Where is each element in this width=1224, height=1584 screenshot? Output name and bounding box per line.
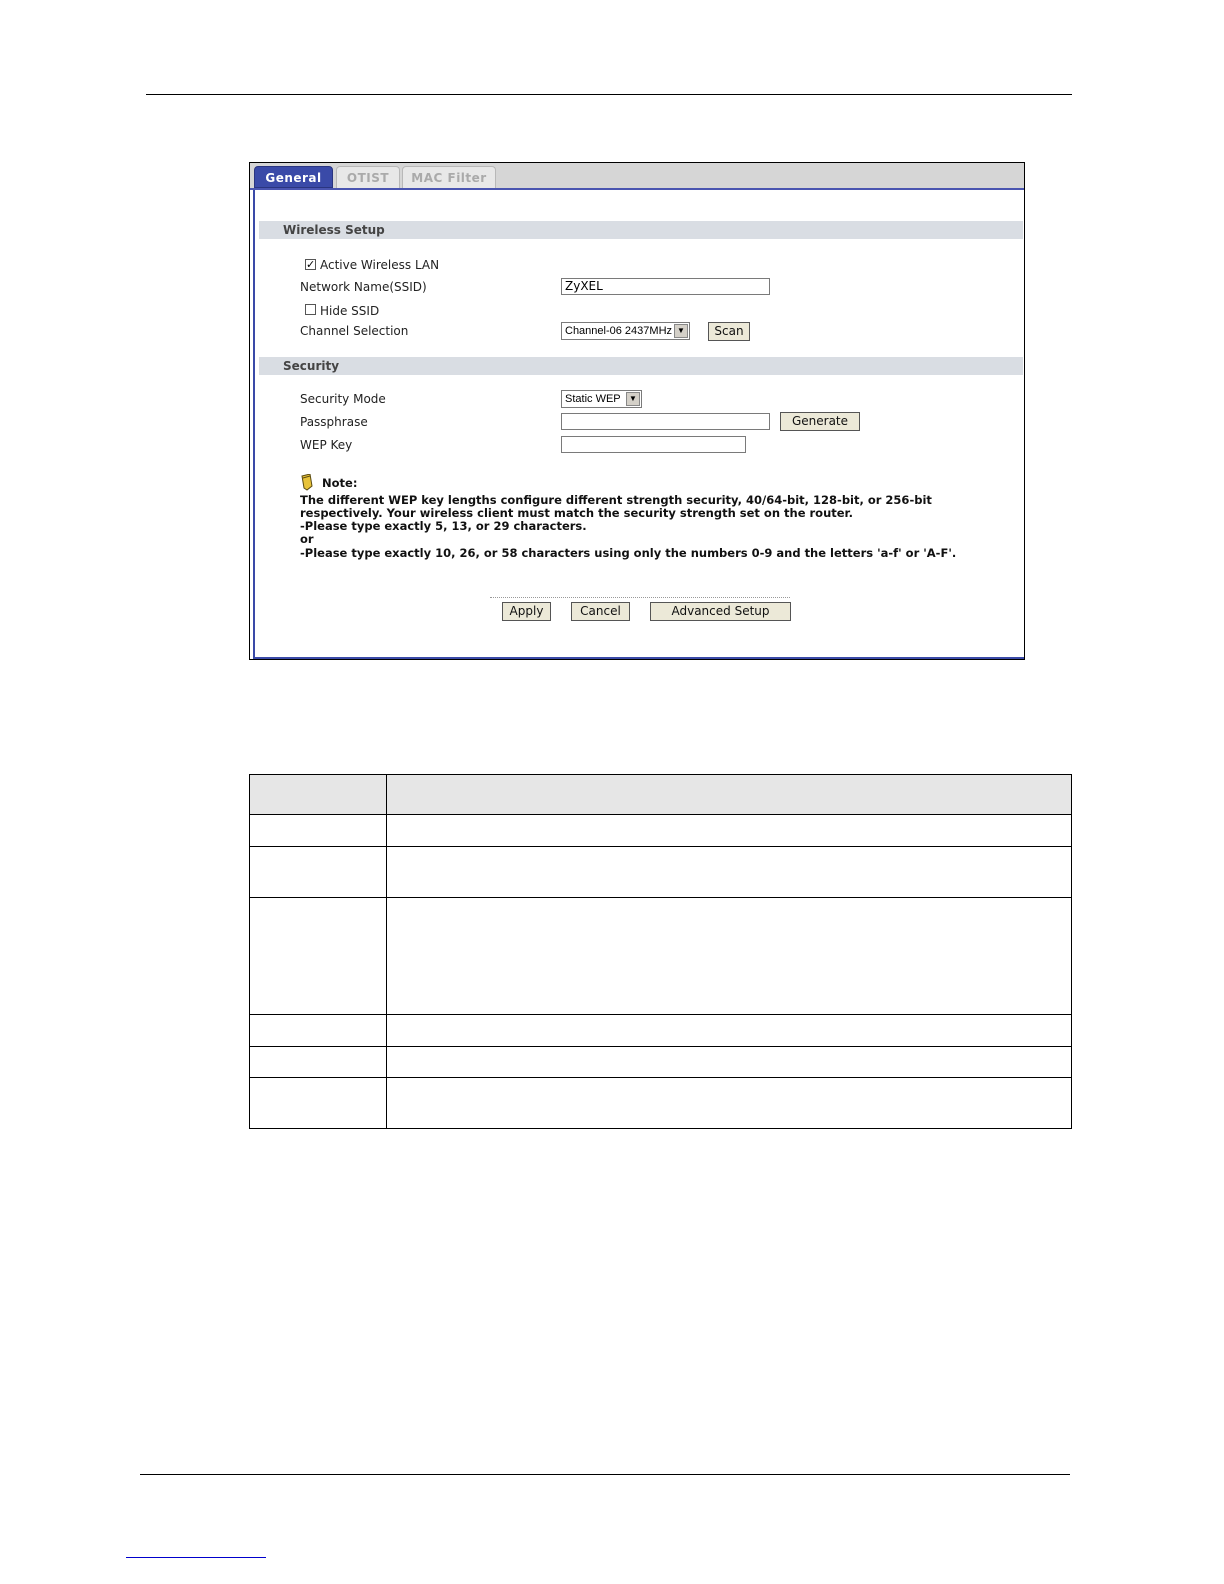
note-icon <box>300 474 314 491</box>
table-cell <box>387 1015 1072 1047</box>
table-cell <box>387 1047 1072 1078</box>
button-divider <box>490 597 790 598</box>
ssid-input[interactable]: ZyXEL <box>561 278 770 295</box>
table-cell <box>250 898 387 1015</box>
table-row <box>250 1015 1072 1047</box>
security-mode-value: Static WEP <box>565 393 621 405</box>
security-mode-select[interactable] <box>561 390 642 408</box>
wireless-lan-screen <box>249 162 1025 660</box>
table-header-cell <box>250 775 387 815</box>
channel-select-value: Channel-06 2437MHz <box>565 325 673 337</box>
table-row <box>250 815 1072 847</box>
passphrase-input[interactable] <box>561 413 770 430</box>
note-line-4: or <box>300 532 314 546</box>
passphrase-label: Passphrase <box>300 415 368 429</box>
chevron-down-icon: ▼ <box>674 324 688 338</box>
footer-link-underline <box>126 1557 266 1558</box>
table-header-row <box>250 775 1072 815</box>
table-row <box>250 898 1072 1015</box>
note-heading: Note: <box>322 476 358 490</box>
table-cell <box>250 847 387 898</box>
general-panel <box>253 190 1024 659</box>
table-cell <box>387 815 1072 847</box>
footer-rule <box>140 1474 1070 1475</box>
tab-otist[interactable]: OTIST <box>336 166 400 188</box>
cancel-button[interactable]: Cancel <box>571 602 630 621</box>
tab-general[interactable]: General <box>254 166 333 188</box>
table-row <box>250 1078 1072 1129</box>
table-cell <box>250 1078 387 1129</box>
active-wireless-lan-checkbox[interactable]: ✓ <box>306 258 316 271</box>
table-cell <box>387 847 1072 898</box>
hide-ssid-label: Hide SSID <box>320 304 380 318</box>
scan-button[interactable]: Scan <box>708 322 750 341</box>
advanced-setup-button[interactable]: Advanced Setup <box>650 602 791 621</box>
hide-ssid-checkbox[interactable] <box>305 304 316 315</box>
table-cell <box>250 1047 387 1078</box>
channel-selection-label: Channel Selection <box>300 324 409 338</box>
table-cell <box>250 1015 387 1047</box>
table-header-cell <box>387 775 1072 815</box>
table-row <box>250 1047 1072 1078</box>
wep-key-input[interactable] <box>561 436 746 453</box>
wep-key-label: WEP Key <box>300 438 353 452</box>
tab-bar <box>250 163 1024 190</box>
wireless-setup-heading: Wireless Setup <box>259 221 1023 239</box>
note-line-1: The different WEP key lengths configure different strength security, 40/64-bit, 128-bit, or 256-bit <box>300 493 932 507</box>
table-cell <box>250 815 387 847</box>
table-row <box>250 847 1072 898</box>
table-cell <box>387 1078 1072 1129</box>
channel-select[interactable] <box>561 322 690 340</box>
table-cell <box>387 898 1072 1015</box>
header-rule <box>146 94 1072 95</box>
note-line-3: -Please type exactly 5, 13, or 29 characters. <box>300 519 587 533</box>
note-line-5: -Please type exactly 10, 26, or 58 characters using only the numbers 0-9 and the letters 'a-f' or 'A-F'. <box>300 546 957 560</box>
security-heading: Security <box>259 357 1023 375</box>
generate-button[interactable]: Generate <box>780 412 860 431</box>
active-wireless-lan-label: Active Wireless LAN <box>320 258 440 272</box>
tab-mac-filter[interactable]: MAC Filter <box>402 166 496 188</box>
security-mode-label: Security Mode <box>300 392 386 406</box>
apply-button[interactable]: Apply <box>502 602 551 621</box>
field-description-table <box>249 774 1072 1129</box>
note-line-2: respectively. Your wireless client must match the security strength set on the router. <box>300 506 853 520</box>
chevron-down-icon: ▼ <box>626 392 640 406</box>
ssid-label: Network Name(SSID) <box>300 280 427 294</box>
